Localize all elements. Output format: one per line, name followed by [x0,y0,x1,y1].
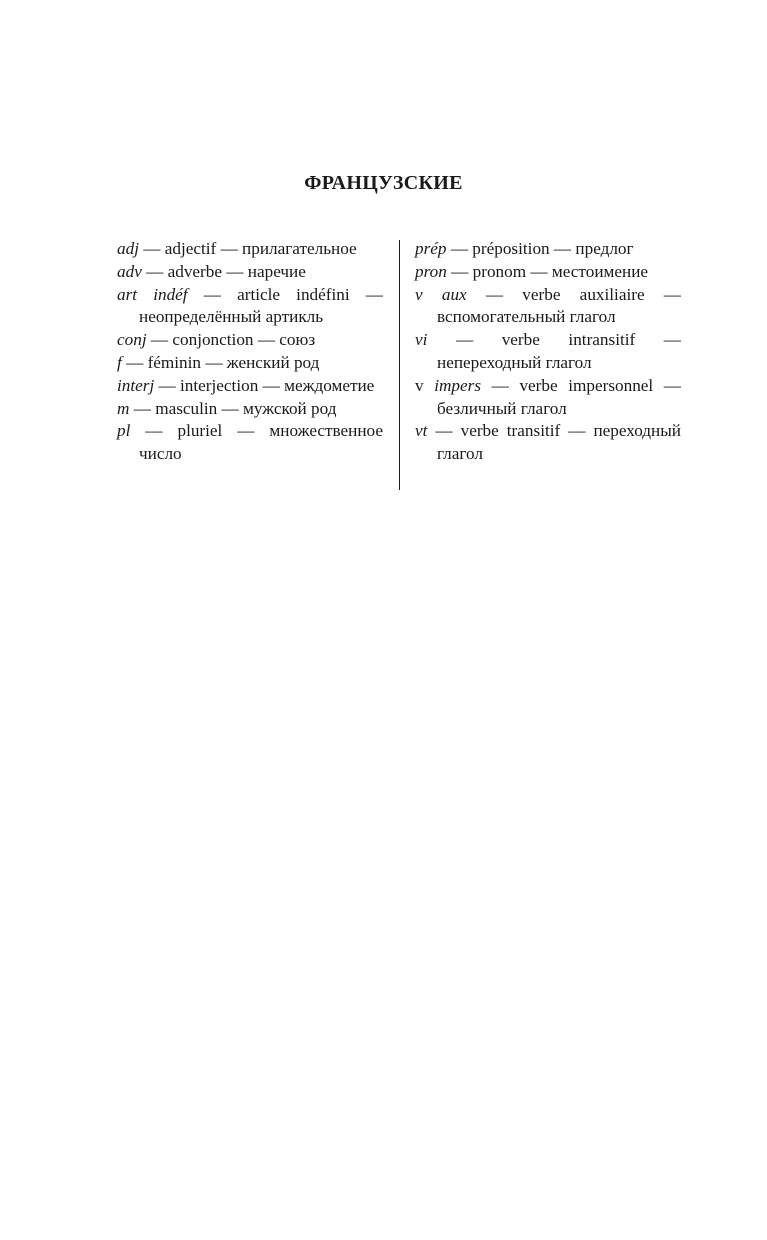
entry-abbreviation: impers [434,375,482,395]
entry-definition: — interjection — междометие [154,375,375,395]
abbreviation-entry [117,420,383,466]
entry-definition: — pluriel — множественное число [130,421,383,464]
entry-abbreviation: m [117,398,130,418]
abbreviation-entry [117,284,383,330]
entry-abbreviation: f [117,352,122,372]
abbreviation-entry [415,284,681,330]
entry-definition: — verbe intransitif — непереходный глагол [427,330,681,372]
entry-definition: — conjonction — союз [146,330,316,350]
entry-abbreviation: vt [415,421,428,441]
entry-abbreviation: prép [415,239,447,258]
entry-abbreviation: v aux [415,284,467,304]
entry-definition: — adjectif — прилагательное [138,239,357,258]
abbreviation-entry [415,238,681,261]
abbreviation-entry [415,420,681,466]
abbreviation-entry [117,352,383,375]
entry-definition: — adverbe — наречие [141,261,306,281]
right-column [415,238,681,466]
abbreviation-entry [415,329,681,375]
abbreviation-entry [117,398,383,421]
abbreviations-table [117,238,682,490]
left-column [117,238,383,466]
entry-definition: — verbe auxiliaire — вспомогательный глагол [437,284,681,327]
entry-abbreviation: pron [415,261,447,281]
abbreviation-entry [117,261,383,284]
entry-abbreviation: adv [117,261,142,281]
entry-definition: — féminin — женский род [121,352,320,372]
entry-abbreviation: interj [117,375,155,395]
entry-abbreviation: art indéf [117,284,188,304]
abbreviation-entry [117,329,383,352]
column-divider [399,240,400,490]
section-heading: ФРАНЦУЗСКИЕ [304,172,463,194]
entry-definition: — verbe impersonnel — безличный глагол [437,375,681,418]
abbreviation-entry [415,261,681,284]
abbreviation-entry [117,375,383,398]
entry-abbreviation: vi [415,330,428,350]
entry-abbreviation: conj [117,330,147,350]
entry-prefix: v [415,375,435,395]
entry-definition: — pronom — местоимение [446,261,649,281]
abbreviation-entry [117,238,383,261]
entry-abbreviation: pl [117,421,131,441]
entry-definition: — préposition — предлог [446,239,634,258]
entry-definition: — masculin — мужской род [129,398,337,418]
entry-definition: — verbe transitif — переходный глагол [427,421,681,464]
entry-definition: — article indéfini — неопределённый артикль [139,284,383,327]
entry-abbreviation: adj [117,239,139,258]
abbreviation-entry [415,375,681,421]
